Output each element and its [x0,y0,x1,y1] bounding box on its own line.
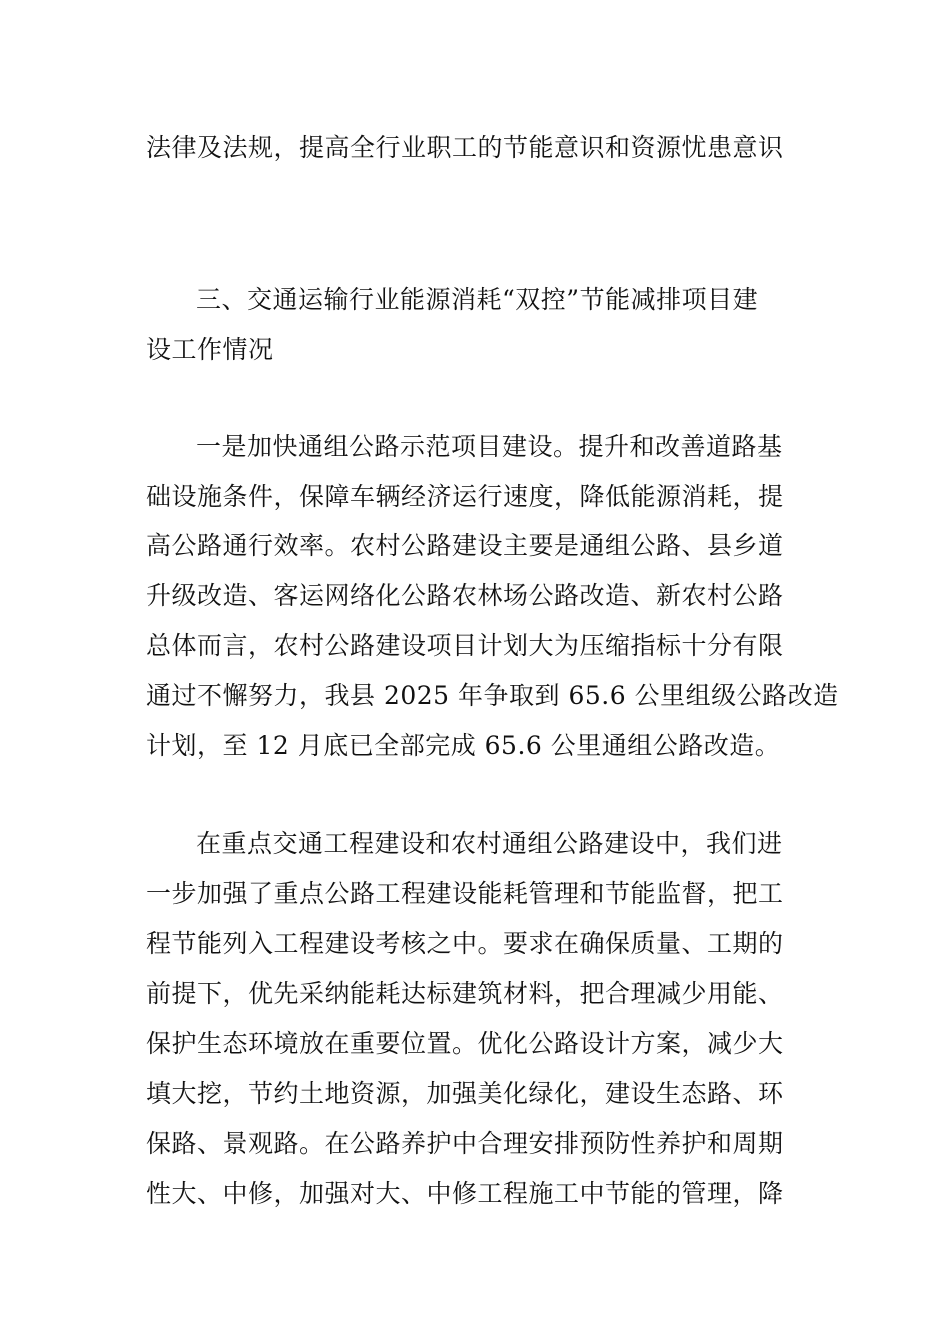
paragraph-1-line-3: 高公路通行效率。农村公路建设主要是通组公路、县乡道 [146,531,784,560]
section-heading-line-1: 三、交通运输行业能源消耗“双控”节能减排项目建 [196,285,759,314]
paragraph-1-line-4: 升级改造、客运网络化公路农林场公路改造、新农村公路 [146,581,784,610]
text-line-fragment: 法律及法规，提高全行业职工的节能意识和资源忧患意识 [146,133,784,162]
paragraph-1-line-6: 通过不懈努力，我县 2025 年争取到 65.6 公里组级公路改造 [146,681,839,710]
paragraph-1-line-7: 计划，至 12 月底已全部完成 65.6 公里通组公路改造。 [146,731,781,760]
paragraph-2-line-7: 保路、景观路。在公路养护中合理安排预防性养护和周期 [146,1129,784,1158]
section-heading-line-2: 设工作情况 [146,335,274,364]
paragraph-2-line-8: 性大、中修，加强对大、中修工程施工中节能的管理，降 [146,1179,784,1208]
paragraph-2-line-5: 保护生态环境放在重要位置。优化公路设计方案，减少大 [146,1029,784,1058]
paragraph-1-line-5: 总体而言，农村公路建设项目计划大为压缩指标十分有限 [146,631,784,660]
paragraph-2-line-2: 一步加强了重点公路工程建设能耗管理和节能监督，把工 [146,879,784,908]
paragraph-2-line-3: 程节能列入工程建设考核之中。要求在确保质量、工期的 [146,929,784,958]
paragraph-1-line-2: 础设施条件，保障车辆经济运行速度，降低能源消耗，提 [146,482,784,511]
paragraph-2-line-6: 填大挖，节约土地资源，加强美化绿化，建设生态路、环 [146,1079,784,1108]
paragraph-1-line-1: 一是加快通组公路示范项目建设。提升和改善道路基 [196,432,783,461]
paragraph-2-line-4: 前提下，优先采纳能耗达标建筑材料，把合理减少用能、 [146,979,784,1008]
paragraph-2-line-1: 在重点交通工程建设和农村通组公路建设中，我们进 [196,829,783,858]
